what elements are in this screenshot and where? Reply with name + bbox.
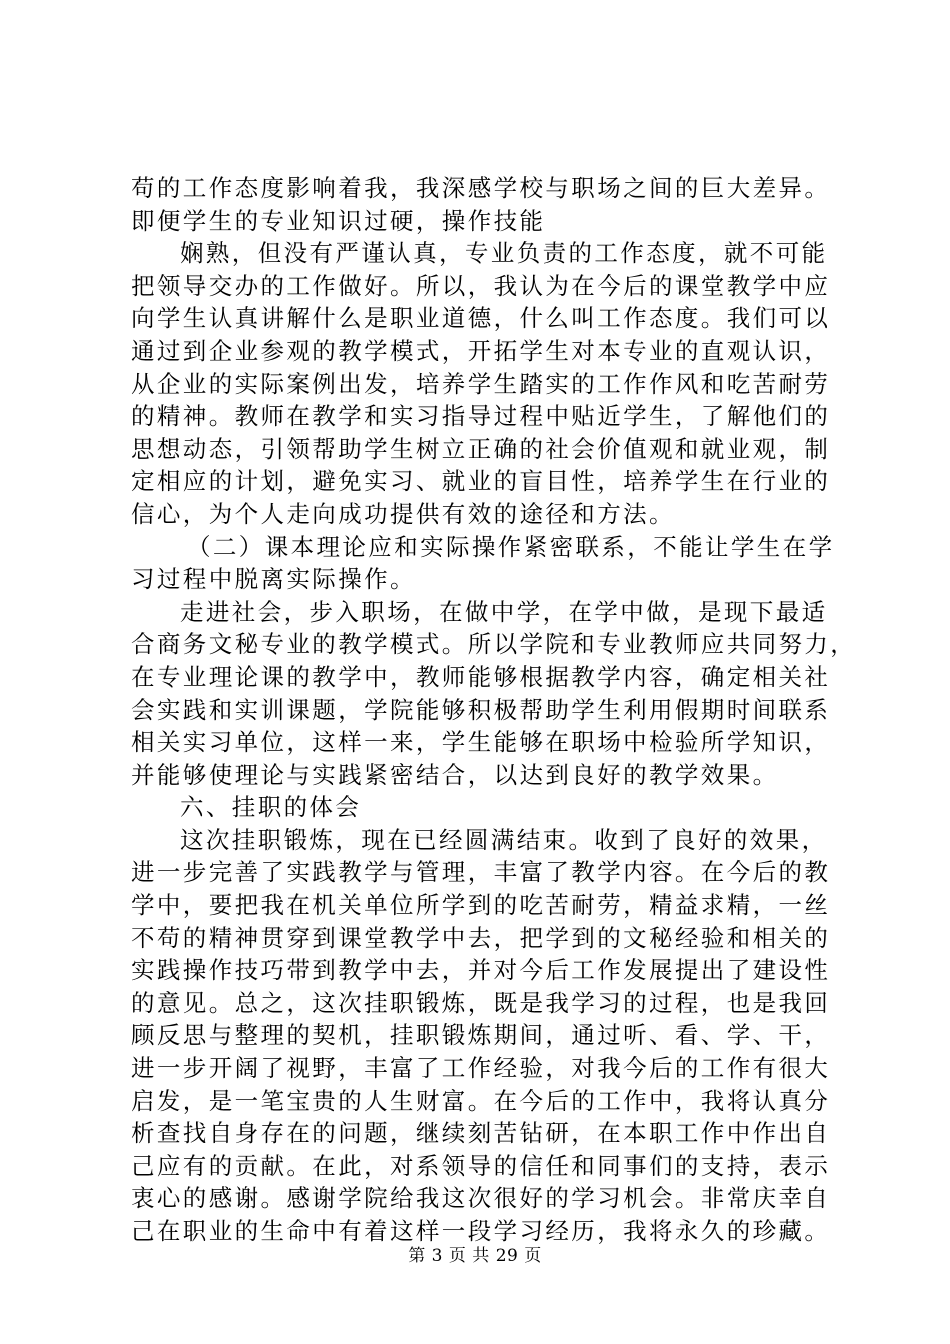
text-line: 学中，要把我在机关单位所学到的吃苦耐劳，精益求精，一丝 (131, 891, 831, 920)
text-line: 通过到企业参观的教学模式，开拓学生对本专业的直观认识， (131, 336, 831, 365)
text-line: 从企业的实际案例出发，培养学生踏实的工作作风和吃苦耐劳 (131, 369, 831, 398)
text-line: 在专业理论课的教学中，教师能够根据教学内容，确定相关社 (131, 662, 831, 691)
text-line: 即便学生的专业知识过硬，操作技能 (131, 206, 546, 235)
section-heading-line: 六、挂职的体会 (180, 793, 362, 822)
paragraph-start-line: 这次挂职锻炼，现在已经圆满结束。收到了良好的效果， (180, 825, 828, 854)
text-line: 的意见。总之，这次挂职锻炼，既是我学习的过程，也是我回 (131, 988, 831, 1017)
text-line: 并能够使理论与实践紧密结合，以达到良好的教学效果。 (131, 760, 779, 789)
text-line: 合商务文秘专业的教学模式。所以学院和专业教师应共同努力， (131, 630, 857, 659)
text-line: 析查找自身存在的问题，继续刻苦钻研，在本职工作中作出自 (131, 1119, 831, 1148)
text-line: 己在职业的生命中有着这样一段学习经历，我将永久的珍藏。 (131, 1217, 831, 1245)
text-line: 信心，为个人走向成功提供有效的途径和方法。 (131, 499, 675, 528)
paragraph-start-line: 娴熟，但没有严谨认真，专业负责的工作态度，就不可能 (180, 239, 828, 268)
text-line: 己应有的贡献。在此，对系领导的信任和同事们的支持，表示 (131, 1151, 831, 1180)
text-line: 的精神。教师在教学和实习指导过程中贴近学生，了解他们的 (131, 402, 831, 431)
text-line: 会实践和实训课题，学院能够积极帮助学生利用假期时间联系 (131, 695, 831, 724)
paragraph-start-line: 走进社会，步入职场，在做中学，在学中做，是现下最适 (180, 597, 828, 626)
text-line: 习过程中脱离实际操作。 (131, 565, 416, 594)
text-line: 向学生认真讲解什么是职业道德，什么叫工作态度。我们可以 (131, 304, 831, 333)
text-line: 实践操作技巧带到教学中去，并对今后工作发展提出了建设性 (131, 956, 831, 985)
document-body (131, 172, 857, 1248)
section-heading-line: （二）课本理论应和实际操作紧密联系，不能让学生在学 (187, 532, 835, 561)
text-line: 定相应的计划，避免实习、就业的盲目性，培养学生在行业的 (131, 467, 831, 496)
text-line: 启发，是一笔宝贵的人生财富。在今后的工作中，我将认真分 (131, 1086, 831, 1115)
text-line: 苟的工作态度影响着我，我深感学校与职场之间的巨大差异。 (131, 174, 831, 202)
page-number-footer: 第 3 页 共 29 页 (408, 1246, 542, 1266)
text-line: 思想动态，引领帮助学生树立正确的社会价值观和就业观，制 (131, 434, 831, 463)
text-line: 进一步开阔了视野，丰富了工作经验，对我今后的工作有很大 (131, 1054, 831, 1083)
text-line: 进一步完善了实践教学与管理，丰富了教学内容。在今后的教 (131, 858, 831, 887)
text-line: 相关实习单位，这样一来，学生能够在职场中检验所学知识， (131, 728, 831, 757)
text-line: 把领导交办的工作做好。所以，我认为在今后的课堂教学中应 (131, 271, 831, 300)
text-line: 顾反思与整理的契机，挂职锻炼期间，通过听、看、学、干， (131, 1021, 831, 1050)
text-line: 衷心的感谢。感谢学院给我这次很好的学习机会。非常庆幸自 (131, 1184, 831, 1213)
text-line: 不苟的精神贯穿到课堂教学中去，把学到的文秘经验和相关的 (131, 923, 831, 952)
